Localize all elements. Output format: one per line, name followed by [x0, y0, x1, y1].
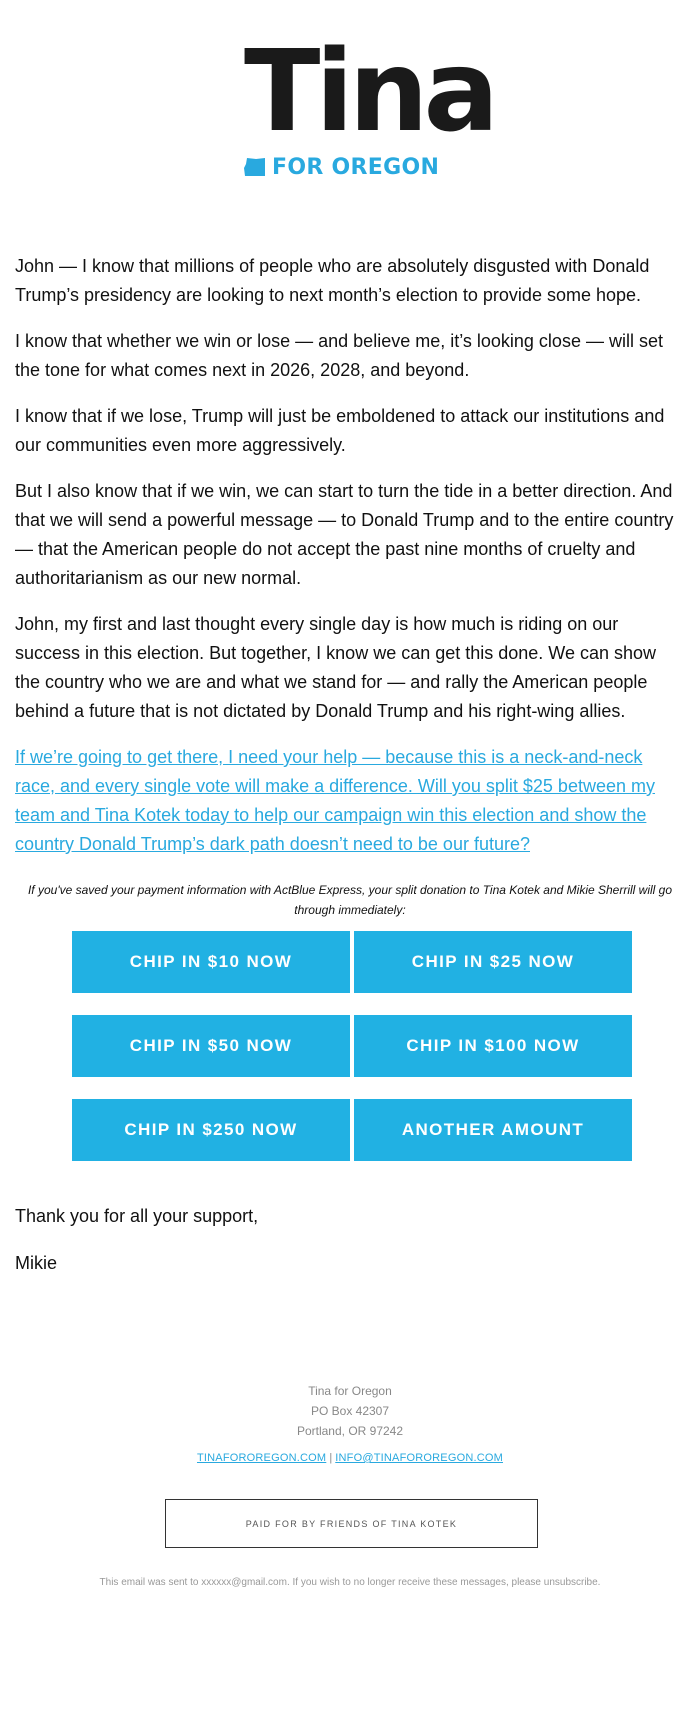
footer-org: Tina for Oregon — [308, 1384, 392, 1398]
body-paragraph: I know that if we lose, Trump will just be emboldened to attack our institutions and our communities even more aggressively. — [15, 406, 665, 455]
chip-in-250-button[interactable]: CHIP IN $250 NOW — [72, 1099, 350, 1161]
chip-in-10-button[interactable]: CHIP IN $10 NOW — [72, 931, 350, 993]
chip-in-50-button[interactable]: CHIP IN $50 NOW — [72, 1015, 350, 1077]
donation-button-grid — [72, 931, 632, 1183]
email-link[interactable]: INFO@TINAFOROREGON.COM — [335, 1452, 503, 1464]
closing-line: Thank you for all your support, — [15, 1206, 259, 1226]
body-paragraph: John, my first and last thought every single day is how much is riding on our success in this election. But together, I know we can get this done. We can show the country who we are and what we stand for — and rally the American people behind a future that is not dictated by Donald Trump and his right-wing allies. — [15, 614, 657, 721]
footer-address — [0, 1381, 700, 1441]
website-link[interactable]: TINAFOROREGON.COM — [196, 1452, 327, 1464]
email-body — [15, 252, 680, 877]
chip-in-25-button[interactable]: CHIP IN $25 NOW — [354, 931, 632, 993]
paid-for-disclaimer: PAID FOR BY FRIENDS OF TINA KOTEK — [165, 1499, 538, 1548]
signature: Mikie — [15, 1253, 58, 1273]
footer-city: Portland, OR 97242 — [296, 1424, 404, 1438]
body-paragraph: I know that whether we win or lose — and believe me, it’s looking close — will set the tone for what comes next in 2026, 2028, and beyond. — [15, 331, 663, 380]
another-amount-button[interactable]: ANOTHER AMOUNT — [354, 1099, 632, 1161]
chip-in-100-button[interactable]: CHIP IN $100 NOW — [354, 1015, 632, 1077]
closing-block — [15, 1202, 680, 1296]
actblue-disclaimer: If you've saved your payment information with ActBlue Express, your split donation to Tina Kotek and Mikie Sherrill will go through immediately: — [27, 883, 673, 917]
campaign-logo — [244, 27, 495, 180]
donate-cta-link[interactable]: If we’re going to get there, I need your help — because this is a neck-and-neck race, and every single vote will make a difference. Will you split $25 between my team and Tina Kotek today to help our campaign win this election and show the country Donald Trump’s dark path doesn’t need to be our future? — [15, 747, 655, 854]
logo-tagline: FOR OREGON — [272, 154, 440, 180]
donation-button-row — [72, 1099, 632, 1161]
logo-tagline-row — [244, 154, 439, 180]
body-paragraph: John — I know that millions of people who are absolutely disgusted with Donald Trump’s presidency are looking to next month’s election to provide some hope. — [15, 256, 650, 305]
oregon-state-icon — [244, 157, 266, 177]
donation-button-row — [72, 931, 632, 993]
footer-po-box: PO Box 42307 — [310, 1404, 390, 1418]
body-paragraph: But I also know that if we win, we can start to turn the tide in a better direction. And that we will send a powerful message — to Donald Trump and to the entire country — that the American people do not accept the past nine months of cruelty and authoritarianism as our new normal. — [15, 481, 674, 588]
unsubscribe-notice: This email was sent to xxxxxx@gmail.com. If you wish to no longer receive these messages, please unsubscribe. — [99, 1577, 601, 1588]
donation-button-row — [72, 1015, 632, 1077]
link-separator: | — [329, 1452, 333, 1464]
footer-links — [0, 1452, 700, 1464]
logo-name: Tina — [244, 27, 495, 157]
